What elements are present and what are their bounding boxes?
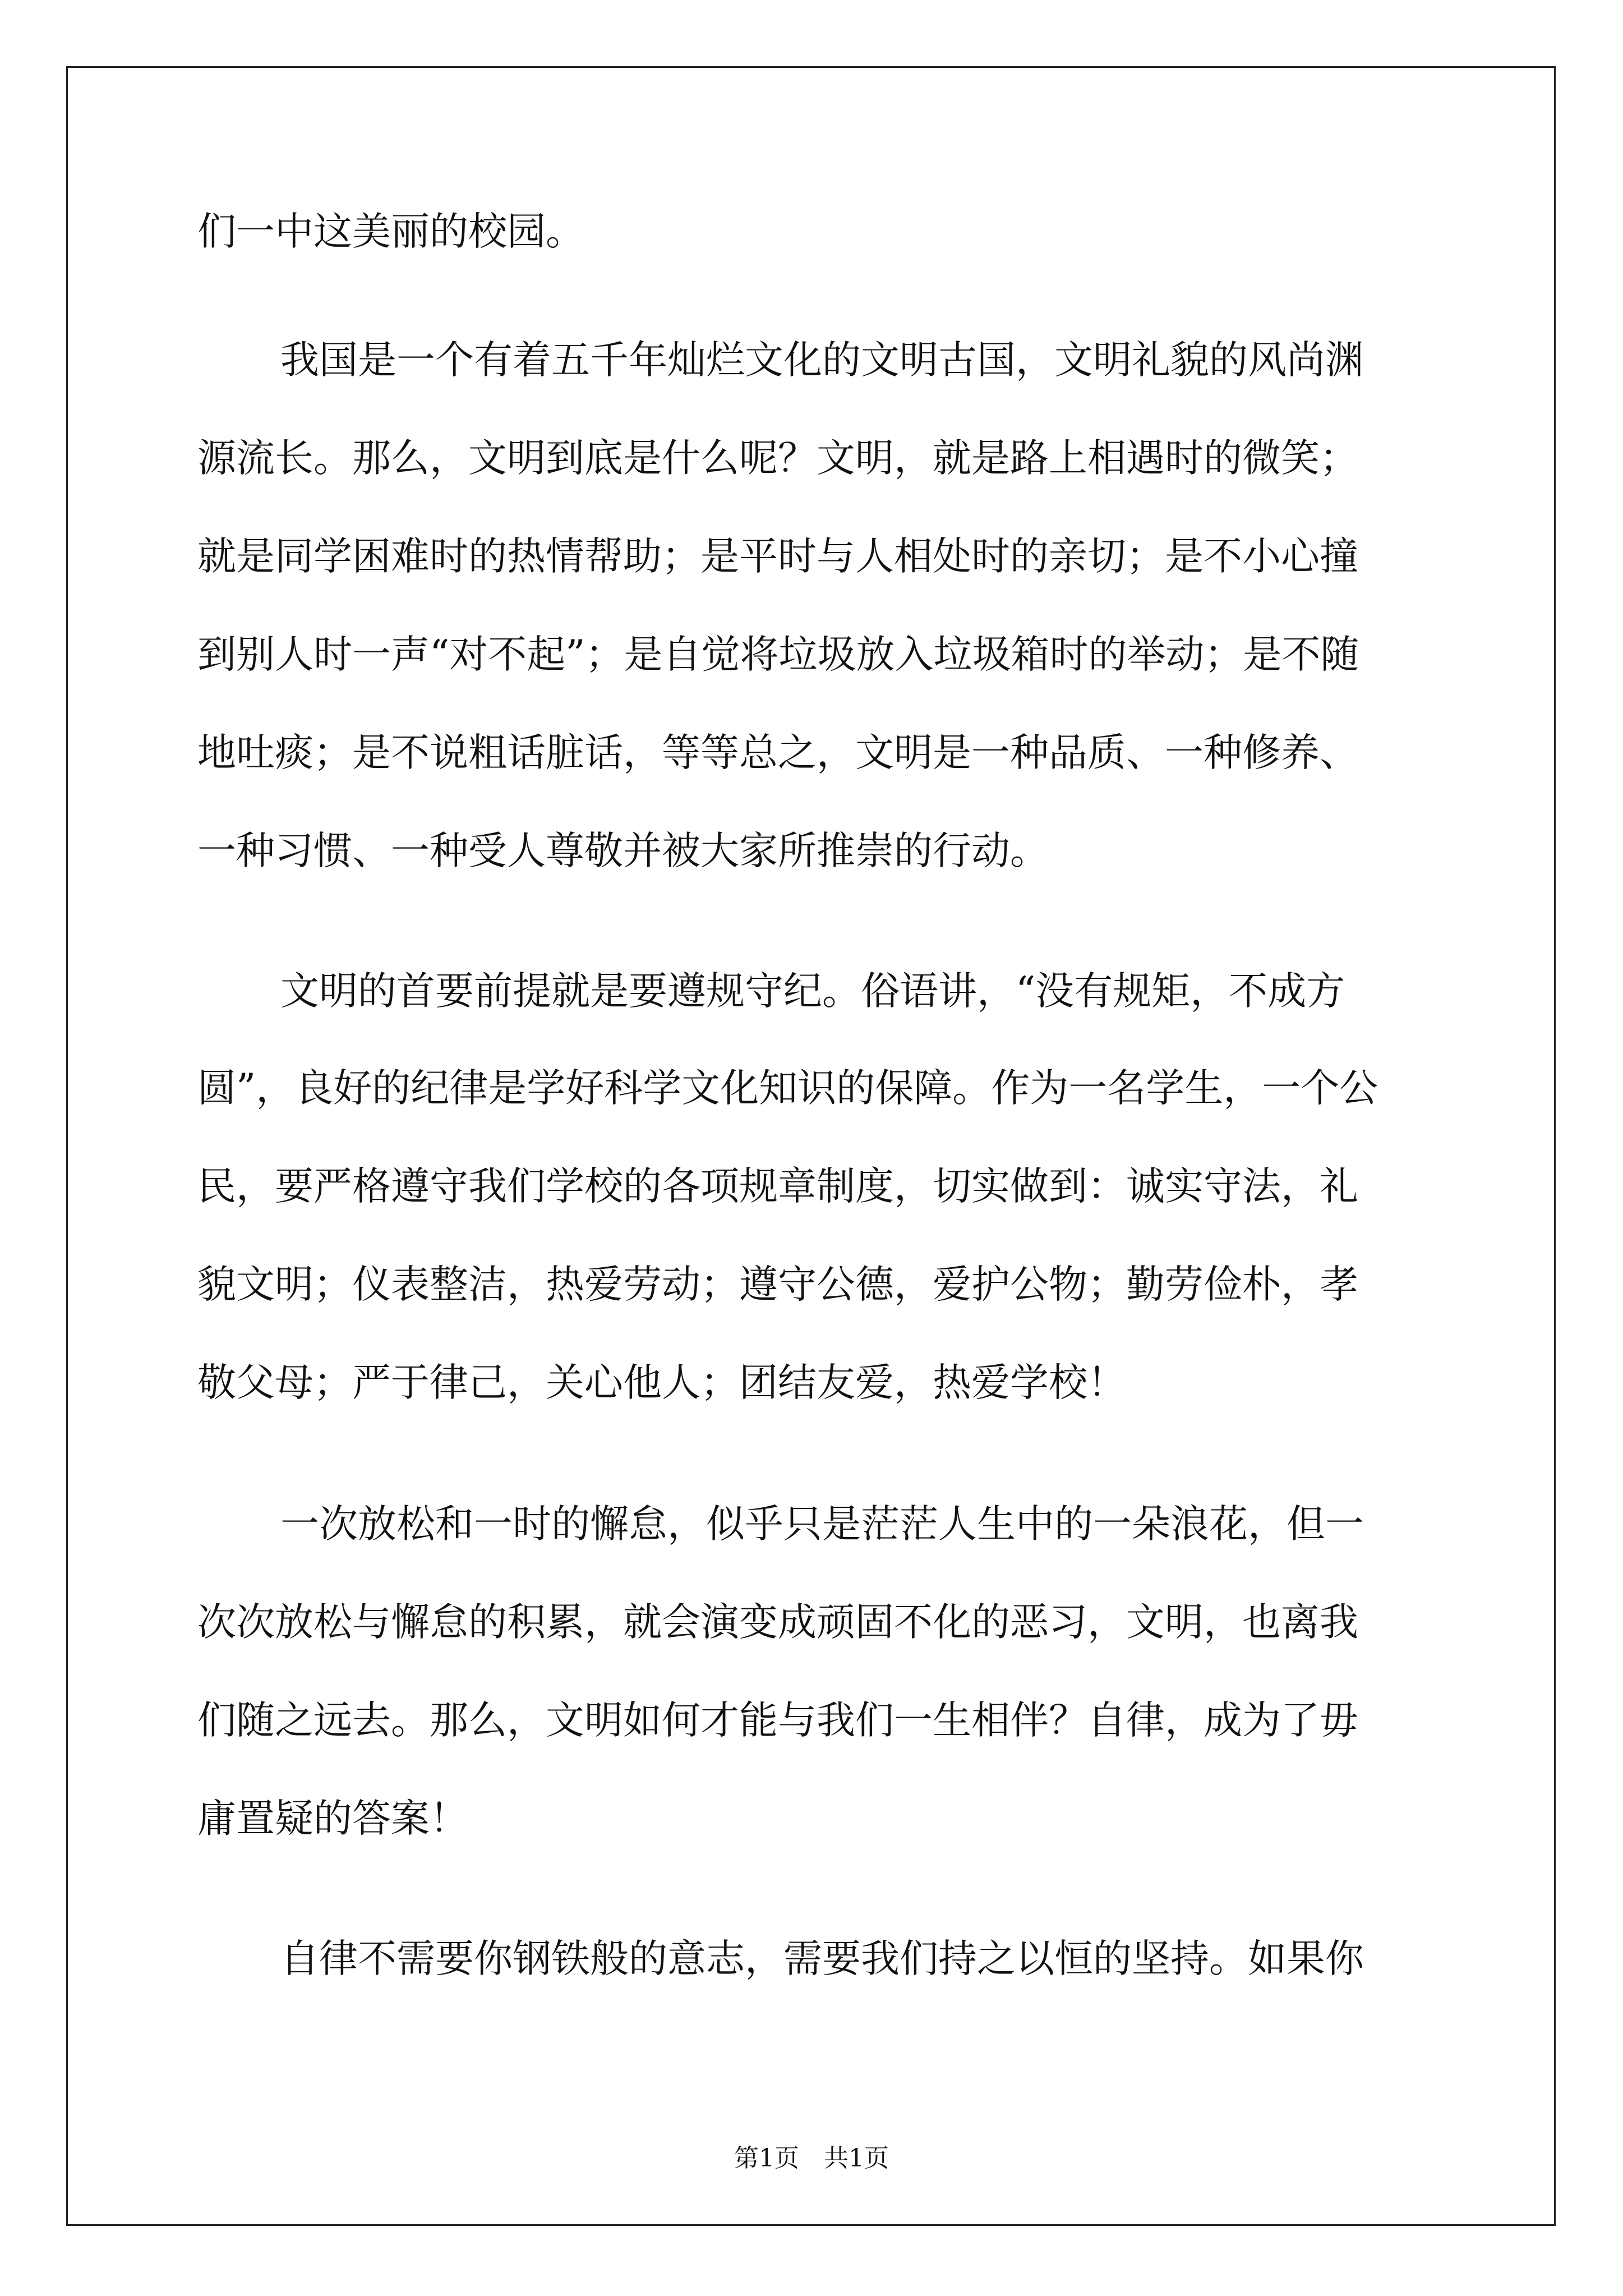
text-line: 貌文明；仪表整洁，热爱劳动；遵守公德，爱护公物；勤劳俭朴，孝 xyxy=(197,1262,1358,1307)
text-line: 地吐痰；是不说粗话脏话，等等总之，文明是一种品质、一种修养、 xyxy=(197,730,1358,775)
paragraph-start-line: 自律不需要你钢铁般的意志，需要我们持之以恒的坚持。如果你 xyxy=(280,1936,1364,1981)
page-number-footer: 第1页 共1页 xyxy=(734,2144,889,2173)
paragraph-start-line: 文明的首要前提就是要遵规守纪。俗语讲，“没有规矩，不成方 xyxy=(280,969,1345,1014)
text-line: 到别人时一声“对不起”；是自觉将垃圾放入垃圾箱时的举动；是不随 xyxy=(197,632,1359,677)
text-line: 庸置疑的答案！ xyxy=(197,1796,468,1841)
text-line: 次次放松与懈怠的积累，就会演变成顽固不化的恶习，文明，也离我 xyxy=(197,1600,1358,1645)
text-line: 民，要严格遵守我们学校的各项规章制度，切实做到：诚实守法，礼 xyxy=(197,1164,1358,1209)
text-line: 们一中这美丽的校园。 xyxy=(197,209,584,254)
text-line: 们随之远去。那么，文明如何才能与我们一生相伴？自律，成为了毋 xyxy=(197,1698,1358,1743)
paragraph-start-line: 一次放松和一时的懈怠，似乎只是茫茫人生中的一朵浪花，但一 xyxy=(280,1502,1364,1547)
text-line: 就是同学困难时的热情帮助；是平时与人相处时的亲切；是不小心撞 xyxy=(197,534,1358,579)
text-line: 敬父母；严于律己，关心他人；团结友爱，热爱学校！ xyxy=(197,1360,1126,1405)
text-line: 圆”，良好的纪律是学好科学文化知识的保障。作为一名学生，一个公 xyxy=(197,1066,1378,1111)
text-line: 源流长。那么，文明到底是什么呢？文明，就是路上相遇时的微笑； xyxy=(197,436,1358,481)
paragraph-start-line: 我国是一个有着五千年灿烂文化的文明古国，文明礼貌的风尚渊 xyxy=(280,338,1364,383)
text-line: 一种习惯、一种受人尊敬并被大家所推崇的行动。 xyxy=(197,829,1049,873)
